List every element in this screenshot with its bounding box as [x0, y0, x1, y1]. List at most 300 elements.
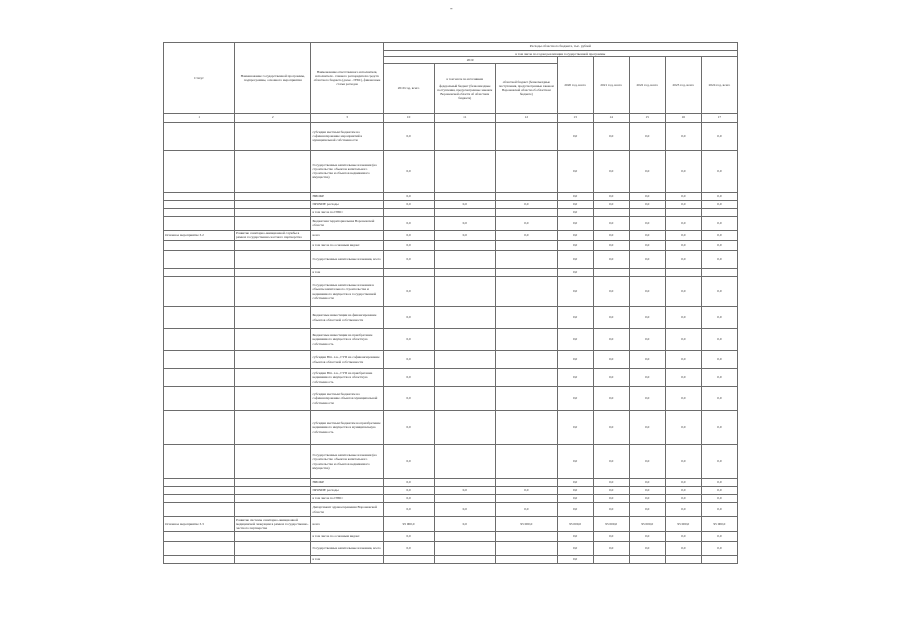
cell-value	[496, 241, 558, 251]
cell-value: 0,0	[383, 192, 434, 200]
cell-value: 0,0	[434, 503, 496, 517]
cell-value: 0,0	[629, 411, 665, 445]
cell-value: 0,0	[593, 387, 629, 411]
table-row	[164, 517, 738, 532]
cell-value	[434, 411, 496, 445]
cell-value: 0,0	[701, 200, 737, 208]
cell-value: 0,0	[629, 200, 665, 208]
cell-value: 0,0	[629, 531, 665, 541]
index-cell: 16	[665, 113, 701, 122]
cell-program	[235, 555, 311, 563]
cell-value	[434, 531, 496, 541]
index-cell: 3	[311, 113, 383, 122]
cell-value: 0,0	[557, 541, 593, 555]
cell-value: 0,0	[496, 216, 558, 230]
cell-value	[434, 329, 496, 351]
cell-value	[701, 555, 737, 563]
cell-value: 0,0	[557, 479, 593, 487]
cell-value: 0,0	[665, 192, 701, 200]
cell-program	[235, 277, 311, 307]
cell-value	[496, 555, 558, 563]
cell-program	[235, 122, 311, 150]
table-row	[164, 307, 738, 329]
cell-value: 0,0	[383, 479, 434, 487]
cell-responsible: субсидии Юл. л.к., ГУП на софинансирование объектов областной собственности	[311, 351, 383, 369]
cell-status: Основное мероприятие 3.2	[164, 230, 235, 241]
cell-responsible: в том числе по основным видам:	[311, 241, 383, 251]
cell-value: 0,0	[701, 387, 737, 411]
cell-status	[164, 541, 235, 555]
cell-status	[164, 241, 235, 251]
cell-value: 0,0	[557, 495, 593, 503]
cell-value: 0,0	[701, 351, 737, 369]
header-program: Наименование государственной программы, подпрограммы, основного мероприятия	[235, 43, 311, 114]
cell-program	[235, 369, 311, 387]
cell-value: 0,0	[593, 277, 629, 307]
cell-value	[434, 277, 496, 307]
cell-value: 0,0	[629, 251, 665, 269]
cell-status	[164, 495, 235, 503]
index-cell: 11	[434, 113, 496, 122]
table-row	[164, 503, 738, 517]
cell-program	[235, 351, 311, 369]
cell-value: 0,0	[383, 122, 434, 150]
cell-value: 0,0	[701, 541, 737, 555]
cell-value: 0,0	[629, 503, 665, 517]
cell-value	[496, 251, 558, 269]
cell-value	[434, 495, 496, 503]
cell-value	[496, 495, 558, 503]
header-expenses-group: Расходы областного бюджета, тыс. рублей	[383, 43, 737, 51]
cell-status	[164, 269, 235, 277]
cell-value: 0,0	[434, 230, 496, 241]
header-2019-total: 2019 год, всего	[383, 63, 434, 113]
cell-responsible: Государственные капитальные вложения (на строительство объектов капитального строительства и объектов недвижимого имущества)	[311, 445, 383, 479]
cell-value: 0,0	[665, 307, 701, 329]
cell-status	[164, 369, 235, 387]
cell-program	[235, 495, 311, 503]
cell-value: 0,0	[557, 531, 593, 541]
table-row	[164, 208, 738, 216]
cell-value: 95 000,0	[701, 517, 737, 532]
header-year-2019: 2019	[383, 57, 557, 63]
table-row	[164, 411, 738, 445]
cell-value	[434, 269, 496, 277]
cell-value	[496, 531, 558, 541]
table-row	[164, 150, 738, 192]
cell-status	[164, 277, 235, 307]
cell-value: 0,0	[629, 541, 665, 555]
cell-value	[434, 122, 496, 150]
cell-value: 0,0	[557, 251, 593, 269]
cell-value: 0,0	[629, 329, 665, 351]
cell-value	[434, 150, 496, 192]
cell-value	[496, 329, 558, 351]
cell-responsible: в том числе по основным видам:	[311, 531, 383, 541]
table-row	[164, 269, 738, 277]
cell-value	[665, 555, 701, 563]
cell-value	[496, 150, 558, 192]
cell-value: 0,0	[629, 277, 665, 307]
cell-responsible: Государственные капитальные вложения, всего	[311, 541, 383, 555]
cell-value	[496, 208, 558, 216]
table-row	[164, 329, 738, 351]
cell-value: 0,0	[665, 351, 701, 369]
cell-value	[496, 277, 558, 307]
cell-status	[164, 122, 235, 150]
cell-value: 0,0	[701, 230, 737, 241]
cell-value: 0,0	[383, 487, 434, 495]
cell-value	[383, 269, 434, 277]
index-cell: 2	[235, 113, 311, 122]
cell-value: 0,0	[665, 487, 701, 495]
cell-value: 95 000,0	[593, 517, 629, 532]
cell-value: 0,0	[383, 216, 434, 230]
cell-value: 0,0	[593, 329, 629, 351]
cell-responsible: Государственные капитальные вложения (на строительство объектов капитального строительства и объектов недвижимого имущества)	[311, 150, 383, 192]
cell-value: 0,0	[593, 487, 629, 495]
cell-status	[164, 555, 235, 563]
table-row	[164, 216, 738, 230]
index-cell: 1	[164, 113, 235, 122]
cell-value: 0,0	[434, 216, 496, 230]
header-in-sources: в том числе по источникам	[446, 76, 484, 81]
cell-value: 0,0	[665, 369, 701, 387]
cell-value: 0,0	[593, 307, 629, 329]
table-row	[164, 277, 738, 307]
cell-status	[164, 387, 235, 411]
cell-value	[629, 555, 665, 563]
cell-value	[434, 192, 496, 200]
cell-value	[383, 208, 434, 216]
cell-status	[164, 479, 235, 487]
cell-responsible: в том числе по ГРБС:	[311, 495, 383, 503]
cell-value	[665, 208, 701, 216]
cell-value	[383, 555, 434, 563]
cell-value: 0,0	[557, 192, 593, 200]
header-2020: 2020 год, всего	[557, 57, 593, 113]
cell-value: 0,0	[383, 277, 434, 307]
cell-value: 0,0	[629, 216, 665, 230]
cell-value: 0,0	[665, 200, 701, 208]
cell-value: 0,0	[557, 277, 593, 307]
cell-value: 0,0	[629, 369, 665, 387]
cell-value: 0,0	[629, 241, 665, 251]
cell-value: 95 000,0	[629, 517, 665, 532]
cell-value: 0,0	[434, 517, 496, 532]
cell-value: 0,0	[701, 241, 737, 251]
cell-program	[235, 192, 311, 200]
cell-status	[164, 192, 235, 200]
cell-responsible: Бюджетные инвестиции на финансирование объектов областной собственности	[311, 307, 383, 329]
cell-value: 0,0	[701, 487, 737, 495]
cell-status	[164, 531, 235, 541]
cell-status	[164, 503, 235, 517]
cell-value: 0,0	[629, 192, 665, 200]
cell-value: 0,0	[629, 445, 665, 479]
cell-program	[235, 307, 311, 329]
header-2022: 2022 год, всего	[629, 57, 665, 113]
cell-value	[434, 351, 496, 369]
cell-responsible: Бюджетные инвестиции на приобретение недвижимого имущества в областную собственность	[311, 329, 383, 351]
cell-value: 0,0	[629, 487, 665, 495]
cell-value: 0,0	[593, 150, 629, 192]
table-row	[164, 495, 738, 503]
cell-value	[434, 251, 496, 269]
cell-responsible: субсидии местным бюджетам на софинансирование объектов муниципальной собственности	[311, 387, 383, 411]
table-row	[164, 445, 738, 479]
cell-value: 0,0	[557, 387, 593, 411]
cell-value: 0,0	[593, 251, 629, 269]
index-cell: 15	[629, 113, 665, 122]
cell-value: 0,0	[665, 445, 701, 479]
cell-value: 0,0	[629, 351, 665, 369]
table-row	[164, 200, 738, 208]
table-row	[164, 387, 738, 411]
cell-value	[701, 269, 737, 277]
cell-value: 0,0	[496, 503, 558, 517]
cell-responsible: субсидии местным бюджетам на приобретение недвижимого имущества в муниципальную собственность	[311, 411, 383, 445]
cell-value	[434, 541, 496, 555]
header-responsible: Наименование ответственного исполнителя, исполнителя - главного распорядителя средств областного бюджета (далее - ГРБС), финансовые статьи расходов	[311, 43, 383, 114]
cell-value: 0,0	[557, 487, 593, 495]
cell-value: 0,0	[383, 230, 434, 241]
table-row	[164, 192, 738, 200]
cell-value	[593, 208, 629, 216]
cell-status	[164, 208, 235, 216]
cell-program	[235, 487, 311, 495]
cell-value: 0,0	[593, 445, 629, 479]
cell-status	[164, 411, 235, 445]
cell-value	[496, 269, 558, 277]
cell-value: 0,0	[557, 329, 593, 351]
cell-value: 0,0	[593, 216, 629, 230]
cell-value	[496, 122, 558, 150]
cell-value: 0,0	[593, 200, 629, 208]
cell-value: 0,0	[665, 216, 701, 230]
cell-program	[235, 200, 311, 208]
cell-value: 0,0	[701, 329, 737, 351]
cell-value: 0,0	[593, 541, 629, 555]
cell-program	[235, 150, 311, 192]
cell-program	[235, 329, 311, 351]
cell-program: Развитие санитарно-авиационной службы в рамках государственно-частного партнерства	[235, 230, 311, 241]
cell-value	[434, 307, 496, 329]
cell-value: 0,0	[665, 122, 701, 150]
cell-program	[235, 251, 311, 269]
cell-value: 0,0	[496, 230, 558, 241]
cell-value: 0,0	[665, 150, 701, 192]
cell-program	[235, 445, 311, 479]
cell-value: 0,0	[383, 387, 434, 411]
cell-responsible: ПРОЧИЕ расходы	[311, 200, 383, 208]
cell-responsible: НИОКР	[311, 479, 383, 487]
cell-value: 0,0	[701, 503, 737, 517]
cell-value	[496, 411, 558, 445]
cell-status	[164, 216, 235, 230]
cell-responsible: НИОКР	[311, 192, 383, 200]
index-cell: 10	[383, 113, 434, 122]
index-cell: 13	[557, 113, 593, 122]
cell-value: 0,0	[593, 351, 629, 369]
cell-value: 0,0	[665, 503, 701, 517]
cell-value	[434, 208, 496, 216]
cell-responsible: субсидии местным бюджетам на софинансирование мероприятий в муниципальной собственности	[311, 122, 383, 150]
index-cell: 17	[701, 113, 737, 122]
table-row	[164, 251, 738, 269]
cell-value: 0,0	[496, 487, 558, 495]
header-2023: 2023 год, всего	[665, 57, 701, 113]
header-2021: 2021 год, всего	[593, 57, 629, 113]
cell-value: 0,0	[629, 307, 665, 329]
cell-value: 0,0	[629, 230, 665, 241]
cell-responsible: всего	[311, 517, 383, 532]
cell-status	[164, 351, 235, 369]
table-row	[164, 555, 738, 563]
cell-value: 0,0	[557, 445, 593, 479]
cell-value: 0,0	[665, 531, 701, 541]
cell-value: 0,0	[593, 531, 629, 541]
cell-value: 0,0	[557, 307, 593, 329]
cell-value: 0,0	[557, 208, 593, 216]
table-row	[164, 531, 738, 541]
table-row	[164, 230, 738, 241]
cell-value	[434, 369, 496, 387]
cell-value: 0,0	[665, 387, 701, 411]
header-status: Статус	[164, 43, 235, 114]
cell-value: 0,0	[383, 241, 434, 251]
cell-value: 0,0	[593, 192, 629, 200]
cell-status	[164, 445, 235, 479]
cell-value: 0,0	[701, 251, 737, 269]
cell-responsible: в том	[311, 269, 383, 277]
cell-value: 0,0	[701, 150, 737, 192]
cell-value	[496, 541, 558, 555]
cell-program	[235, 411, 311, 445]
cell-value: 0,0	[629, 150, 665, 192]
table-header	[164, 43, 738, 123]
cell-value: 0,0	[701, 277, 737, 307]
cell-program	[235, 216, 311, 230]
cell-value: 0,0	[557, 241, 593, 251]
table-row	[164, 241, 738, 251]
cell-value: 0,0	[593, 411, 629, 445]
column-index-row	[164, 113, 738, 122]
cell-value: 95 000,0	[557, 517, 593, 532]
table-row	[164, 479, 738, 487]
cell-value: 0,0	[496, 200, 558, 208]
cell-responsible: Государственные капитальные вложения в объекты капитального строительства и недвижимого имущества в государственной собственности	[311, 277, 383, 307]
header-federal	[434, 63, 496, 113]
cell-program: Развитие системы санитарно-авиационной медицинской эвакуации в рамках государственно-частного партнерства	[235, 517, 311, 532]
cell-value: 0,0	[383, 329, 434, 351]
header-regional: областной бюджет (безвозмездные поступления, предусмотренные законом Воронежской области об областном бюджете)	[496, 63, 558, 113]
cell-value: 0,0	[383, 495, 434, 503]
cell-value: 0,0	[593, 503, 629, 517]
cell-value: 0,0	[701, 369, 737, 387]
cell-value: 0,0	[701, 122, 737, 150]
cell-status	[164, 307, 235, 329]
cell-value: 0,0	[629, 495, 665, 503]
cell-status: Основное мероприятие 3.3	[164, 517, 235, 532]
cell-responsible: ПРОЧИЕ расходы	[311, 487, 383, 495]
cell-value: 0,0	[383, 150, 434, 192]
cell-value: 0,0	[557, 411, 593, 445]
cell-value: 0,0	[557, 555, 593, 563]
cell-value: 0,0	[629, 387, 665, 411]
cell-responsible: Бюджетная территориальная Воронежской области	[311, 216, 383, 230]
cell-value: 0,0	[701, 411, 737, 445]
cell-value: 0,0	[434, 200, 496, 208]
cell-value	[434, 445, 496, 479]
cell-value	[434, 241, 496, 251]
cell-value: 0,0	[665, 411, 701, 445]
table-body	[164, 122, 738, 563]
cell-value: 95 000,0	[496, 517, 558, 532]
cell-value: 0,0	[557, 230, 593, 241]
cell-program	[235, 541, 311, 555]
cell-value: 0,0	[383, 200, 434, 208]
page-number: -	[450, 4, 453, 13]
cell-value: 0,0	[665, 479, 701, 487]
cell-value: 0,0	[593, 479, 629, 487]
cell-value	[496, 387, 558, 411]
cell-value	[629, 269, 665, 277]
cell-value: 0,0	[665, 251, 701, 269]
cell-value: 0,0	[593, 495, 629, 503]
index-cell: 14	[593, 113, 629, 122]
cell-value: 0,0	[383, 541, 434, 555]
cell-program	[235, 479, 311, 487]
cell-value: 0,0	[665, 241, 701, 251]
cell-program	[235, 241, 311, 251]
cell-value	[434, 555, 496, 563]
cell-value: 0,0	[701, 216, 737, 230]
cell-value	[701, 208, 737, 216]
cell-value	[496, 192, 558, 200]
cell-value	[496, 369, 558, 387]
cell-program	[235, 531, 311, 541]
cell-value: 0,0	[383, 411, 434, 445]
cell-value	[593, 269, 629, 277]
table-row	[164, 122, 738, 150]
cell-value: 0,0	[383, 251, 434, 269]
table-row	[164, 351, 738, 369]
cell-value: 0,0	[665, 230, 701, 241]
cell-value: 0,0	[701, 307, 737, 329]
cell-value: 0,0	[557, 150, 593, 192]
cell-responsible: всего	[311, 230, 383, 241]
cell-value	[496, 307, 558, 329]
cell-value: 0,0	[383, 369, 434, 387]
header-years-subgroup: в том числе по годам реализации государственной программы	[383, 51, 737, 57]
cell-value: 0,0	[701, 495, 737, 503]
cell-value: 0,0	[701, 479, 737, 487]
cell-value: 0,0	[629, 479, 665, 487]
cell-value: 0,0	[383, 445, 434, 479]
cell-value: 0,0	[557, 269, 593, 277]
cell-responsible: Департамент здравоохранения Воронежской области	[311, 503, 383, 517]
cell-value: 0,0	[383, 531, 434, 541]
cell-value: 0,0	[701, 531, 737, 541]
table-row	[164, 541, 738, 555]
cell-value: 0,0	[383, 307, 434, 329]
cell-program	[235, 503, 311, 517]
table-row	[164, 487, 738, 495]
cell-value: 0,0	[557, 369, 593, 387]
cell-value: 0,0	[701, 445, 737, 479]
cell-value	[496, 351, 558, 369]
